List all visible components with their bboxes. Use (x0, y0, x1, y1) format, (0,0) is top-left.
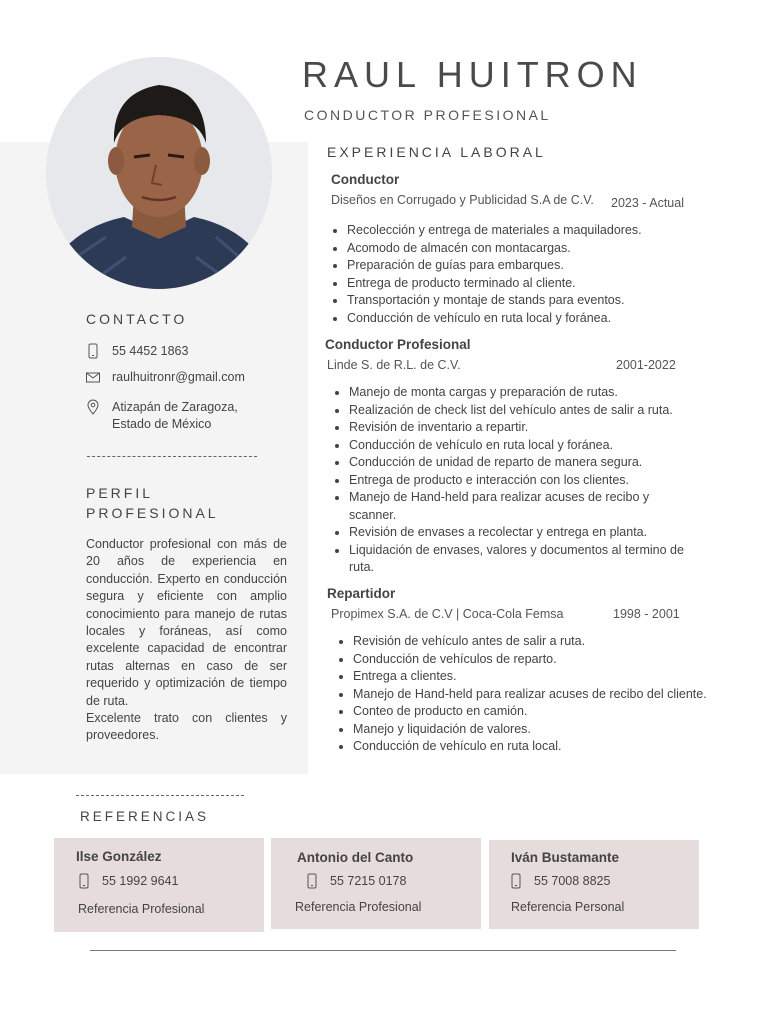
duty-item: • Acomodo de almacén con montacargas. (347, 240, 707, 258)
job-dates: 2001-2022 (616, 358, 676, 372)
duty-item: • Conducción de vehículos de reparto. (353, 651, 707, 669)
duty-item: • Manejo de Hand-held para realizar acuses de recibo del cliente. (353, 686, 707, 704)
job-duties (329, 384, 693, 577)
duty-item: • Entrega de producto e interacción con los clientes. (349, 472, 693, 490)
contact-phone (86, 343, 188, 360)
duty-item: • Conteo de producto en camión. (353, 703, 707, 721)
reference-name: Ilse González (76, 849, 162, 864)
reference-type: Referencia Profesional (295, 900, 422, 914)
job-duties (327, 222, 707, 327)
phone-number: 55 4452 1863 (112, 344, 189, 358)
location-pin-icon (86, 399, 100, 415)
contact-heading: CONTACTO (86, 311, 188, 327)
address-text: Atizapán de Zaragoza, Estado de México (112, 400, 238, 431)
duty-item: • Recolección y entrega de materiales a maquiladores. (347, 222, 707, 240)
reference-name: Antonio del Canto (297, 850, 414, 865)
job-company: Linde S. de R.L. de C.V. (327, 358, 461, 372)
reference-name: Iván Bustamante (511, 850, 620, 865)
contact-address (86, 399, 238, 433)
duty-item: • Revisión de vehículo antes de salir a ruta. (353, 633, 707, 651)
phone-icon (510, 873, 522, 889)
duty-item: • Realización de check list del vehículo antes de salir a ruta. (349, 402, 693, 420)
reference-phone-number: 55 7215 0178 (330, 874, 407, 888)
job-company: Propimex S.A. de C.V | Coca-Cola Femsa (331, 607, 564, 621)
duty-item: • Entrega de producto terminado al cliente. (347, 275, 707, 293)
phone-icon (306, 873, 318, 889)
job-title: Repartidor (327, 586, 396, 601)
profile-photo (46, 57, 272, 289)
duty-item: • Revisión de inventario a repartir. (349, 419, 693, 437)
profile-heading-line1: PERFIL (86, 485, 154, 501)
reference-phone-number: 55 7008 8825 (534, 874, 611, 888)
duty-item: • Liquidación de envases, valores y documentos al termino de ruta. (349, 542, 693, 577)
duty-item: • Conducción de vehículo en ruta local y foránea. (347, 310, 707, 328)
duty-item: • Conducción de unidad de reparto de manera segura. (349, 454, 693, 472)
mail-icon (86, 369, 100, 385)
email-address[interactable]: raulhuitronr@gmail.com (112, 370, 245, 384)
duty-item: • Manejo de monta cargas y preparación de rutas. (349, 384, 693, 402)
duty-item: • Entrega a clientes. (353, 668, 707, 686)
phone-icon (86, 343, 100, 359)
job-title: Conductor (331, 172, 400, 187)
job-dates: 1998 - 2001 (613, 607, 680, 621)
reference-phone (306, 873, 406, 889)
profile-heading-line2: PROFESIONAL (86, 505, 219, 521)
profile-summary: Conductor profesional con más de 20 años de experiencia en conducción. Experto en conducción segura y eficiente con amplio conocimiento para manejo de rutas locales y foráneas, así como excelente capacidad de encontrar rutas alternas en caso de ser requerido y optimización de tiempo de ruta. Excelente trato con clientes y proveedores. (86, 537, 287, 743)
divider (76, 795, 244, 796)
duty-item: • Revisión de envases a recolectar y entrega en planta. (349, 524, 693, 542)
job-dates: 2023 - Actual (611, 196, 684, 210)
duty-item: • Conducción de vehículo en ruta local. (353, 738, 707, 756)
reference-phone-number: 55 1992 9641 (102, 874, 179, 888)
reference-type: Referencia Profesional (78, 902, 205, 916)
references-heading: REFERENCIAS (80, 809, 210, 824)
duty-item: • Manejo de Hand-held para realizar acuses de recibo y scanner. (349, 489, 693, 524)
reference-type: Referencia Personal (511, 900, 625, 914)
duty-item: • Preparación de guías para embarques. (347, 257, 707, 275)
reference-phone (510, 873, 610, 889)
experience-heading: EXPERIENCIA LABORAL (327, 144, 546, 160)
duty-item: • Conducción de vehículo en ruta local y foránea. (349, 437, 693, 455)
candidate-role: CONDUCTOR PROFESIONAL (304, 107, 551, 123)
contact-email (86, 369, 245, 386)
duty-item: • Transportación y montaje de stands para eventos. (347, 292, 707, 310)
phone-icon (78, 873, 90, 889)
job-duties (333, 633, 707, 756)
candidate-name: RAUL HUITRON (302, 54, 643, 95)
job-company: Diseños en Corrugado y Publicidad S.A de C.V. (331, 193, 594, 207)
portrait-illustration (46, 57, 272, 289)
divider (87, 456, 257, 457)
duty-item: • Manejo y liquidación de valores. (353, 721, 707, 739)
job-title: Conductor Profesional (325, 337, 471, 352)
footer-divider (90, 950, 676, 951)
reference-phone (78, 873, 178, 889)
